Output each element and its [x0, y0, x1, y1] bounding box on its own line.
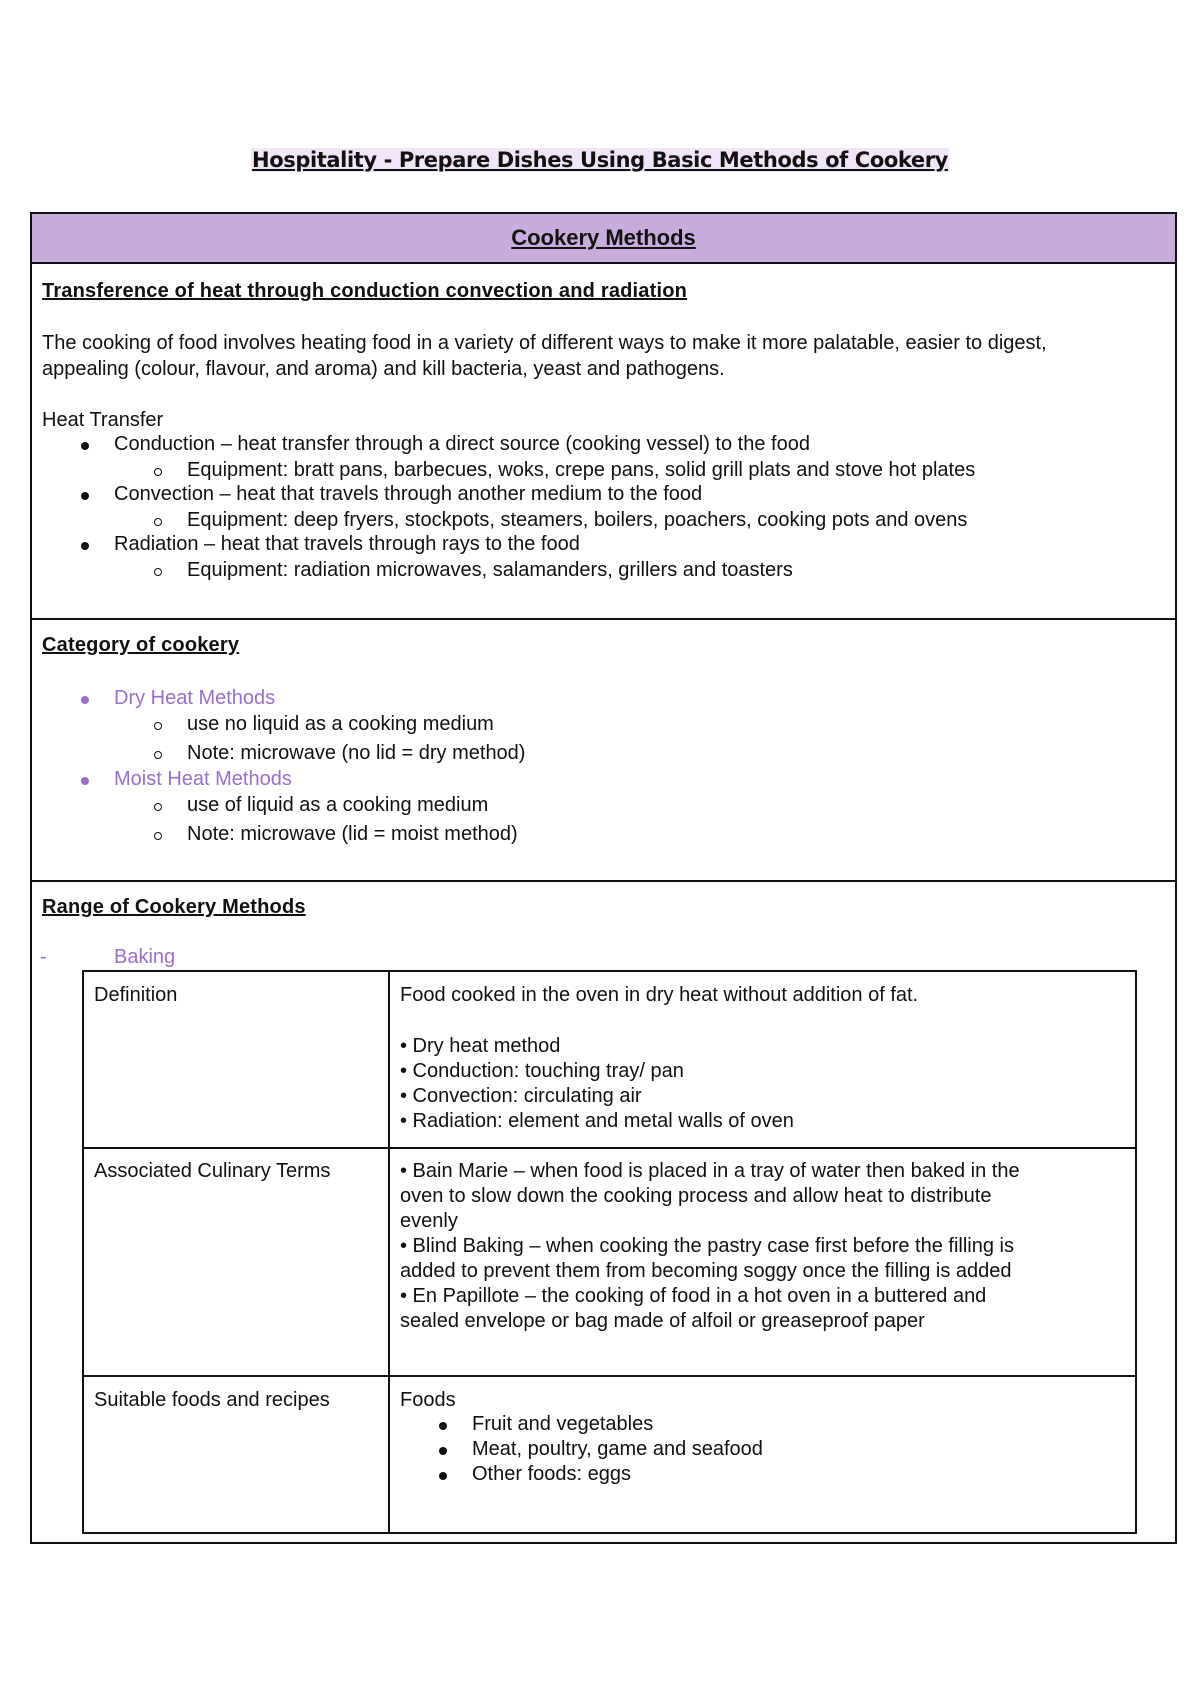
circle-bullet-icon — [154, 568, 162, 576]
list-subitem: use of liquid as a cooking medium — [187, 794, 489, 816]
circle-bullet-icon — [154, 751, 162, 759]
bullet-icon — [81, 542, 89, 550]
section-title: Category of cookery — [42, 634, 240, 656]
intro-text: The cooking of food involves heating food in a variety of different ways to make it more palatable, easier to digest, — [42, 332, 1047, 354]
food-item: Fruit and vegetables — [472, 1413, 654, 1435]
row-term: Associated Culinary Terms — [94, 1160, 331, 1182]
circle-bullet-icon — [154, 803, 162, 811]
bullet-icon — [439, 1472, 447, 1480]
circle-bullet-icon — [154, 468, 162, 476]
row-text: • Blind Baking – when cooking the pastry case first before the filling is — [400, 1235, 1014, 1257]
bullet-icon — [81, 696, 89, 704]
heat-transfer-section — [32, 264, 1175, 620]
bullet-icon — [439, 1422, 447, 1430]
bullet-icon — [81, 777, 89, 785]
circle-bullet-icon — [154, 832, 162, 840]
heat-transfer-label: Heat Transfer — [42, 409, 164, 431]
baking-table — [82, 970, 1137, 1534]
row-text: sealed envelope or bag made of alfoil or greaseproof paper — [400, 1310, 925, 1332]
row-text: oven to slow down the cooking process and allow heat to distribute — [400, 1185, 992, 1207]
category-section — [32, 620, 1175, 882]
bullet-icon — [439, 1447, 447, 1455]
row-text: Food cooked in the oven in dry heat without addition of fat. — [400, 984, 919, 1006]
range-section — [32, 882, 1175, 1542]
section-title: Transference of heat through conduction convection and radiation — [42, 280, 688, 302]
column-divider — [388, 972, 390, 1532]
document-title: Hospitality - Prepare Dishes Using Basic Methods of Cookery — [252, 148, 948, 172]
baking-label: Baking — [114, 946, 176, 968]
row-term: Suitable foods and recipes — [94, 1389, 330, 1411]
row-divider — [84, 1147, 1135, 1149]
section-title: Range of Cookery Methods — [42, 896, 306, 918]
row-term: Definition — [94, 984, 178, 1006]
foods-label: Foods — [400, 1389, 456, 1411]
row-text: • Convection: circulating air — [400, 1085, 642, 1107]
list-subitem: Equipment: deep fryers, stockpots, steamers, boilers, poachers, cooking pots and ovens — [187, 509, 968, 531]
list-subitem: Note: microwave (no lid = dry method) — [187, 742, 526, 764]
row-text: • Radiation: element and metal walls of oven — [400, 1110, 794, 1132]
list-subitem: use no liquid as a cooking medium — [187, 713, 494, 735]
circle-bullet-icon — [154, 722, 162, 730]
list-subitem: Note: microwave (lid = moist method) — [187, 823, 518, 845]
moist-heat-label: Moist Heat Methods — [114, 768, 292, 790]
bullet-icon — [81, 492, 89, 500]
cookery-methods-table — [30, 212, 1177, 1544]
circle-bullet-icon — [154, 518, 162, 526]
row-text: • Conduction: touching tray/ pan — [400, 1060, 684, 1082]
row-text: • Dry heat method — [400, 1035, 561, 1057]
table-header: Cookery Methods — [32, 214, 1175, 264]
list-item: Convection – heat that travels through another medium to the food — [114, 483, 703, 505]
row-text: • Bain Marie – when food is placed in a tray of water then baked in the — [400, 1160, 1020, 1182]
list-subitem: Equipment: radiation microwaves, salamanders, grillers and toasters — [187, 559, 793, 581]
row-text: • En Papillote – the cooking of food in a hot oven in a buttered and — [400, 1285, 987, 1307]
food-item: Other foods: eggs — [472, 1463, 631, 1485]
row-divider — [84, 1375, 1135, 1377]
food-item: Meat, poultry, game and seafood — [472, 1438, 763, 1460]
dry-heat-label: Dry Heat Methods — [114, 687, 276, 709]
intro-text: appealing (colour, flavour, and aroma) and kill bacteria, yeast and pathogens. — [42, 358, 725, 380]
row-text: evenly — [400, 1210, 458, 1232]
dash-marker: - — [40, 946, 47, 968]
list-item: Radiation – heat that travels through rays to the food — [114, 533, 580, 555]
list-subitem: Equipment: bratt pans, barbecues, woks, crepe pans, solid grill plats and stove hot plates — [187, 459, 976, 481]
bullet-icon — [81, 442, 89, 450]
list-item: Conduction – heat transfer through a direct source (cooking vessel) to the food — [114, 433, 810, 455]
row-text: added to prevent them from becoming soggy once the filling is added — [400, 1260, 1012, 1282]
